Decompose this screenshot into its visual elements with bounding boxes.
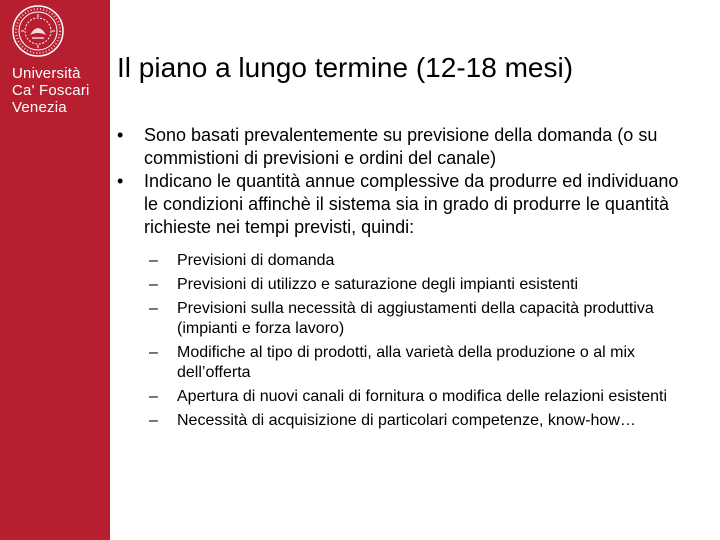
sub-bullet-text: Previsioni di utilizzo e saturazione degli impianti esistenti — [177, 276, 579, 293]
sub-bullet-text: Previsioni di domanda — [177, 252, 335, 269]
main-bullet-list — [117, 124, 687, 239]
university-sidebar — [0, 0, 110, 540]
dash-icon: – — [149, 344, 158, 361]
sub-bullet-item — [147, 343, 692, 383]
university-seal-icon — [12, 5, 64, 57]
slide-content — [117, 124, 687, 435]
dash-icon: – — [149, 388, 158, 405]
sub-bullet-item — [147, 251, 692, 271]
university-name-line-3: Venezia — [12, 99, 67, 116]
slide-title: Il piano a lungo termine (12-18 mesi) — [117, 52, 574, 83]
dash-icon: – — [149, 300, 158, 317]
university-name — [12, 65, 90, 116]
sub-bullet-item — [147, 411, 692, 431]
sub-bullet-text: Previsioni sulla necessità di aggiustamenti della capacità produttiva (impianti e forza lavoro) — [177, 300, 654, 337]
dash-icon: – — [149, 276, 158, 293]
bullet-text: Sono basati prevalentemente su previsione della domanda (o su commistioni di previsioni e ordini del canale) — [144, 125, 658, 168]
sub-bullet-list — [147, 251, 687, 431]
bullet-icon: • — [117, 171, 124, 191]
dash-icon: – — [149, 252, 158, 269]
bullet-text: Indicano le quantità annue complessive da produrre ed individuano le condizioni affinchè il sistema sia in grado di produrre le quantità richieste nei tempi previsti, quindi: — [144, 171, 679, 237]
sub-bullet-item — [147, 299, 692, 339]
university-name-line-1: Università — [12, 65, 81, 82]
sub-bullet-item — [147, 387, 692, 407]
university-name-line-2: Ca' Foscari — [12, 82, 90, 99]
sub-bullet-text: Modifiche al tipo di prodotti, alla varietà della produzione o al mix dell’offerta — [177, 344, 636, 381]
sub-bullet-item — [147, 275, 692, 295]
sub-bullet-text: Apertura di nuovi canali di fornitura o modifica delle relazioni esistenti — [177, 388, 668, 405]
dash-icon: – — [149, 412, 158, 429]
bullet-icon: • — [117, 125, 124, 145]
sub-bullet-text: Necessità di acquisizione di particolari competenze, know-how… — [177, 412, 636, 429]
bullet-item — [117, 170, 687, 239]
bullet-item — [117, 124, 687, 170]
